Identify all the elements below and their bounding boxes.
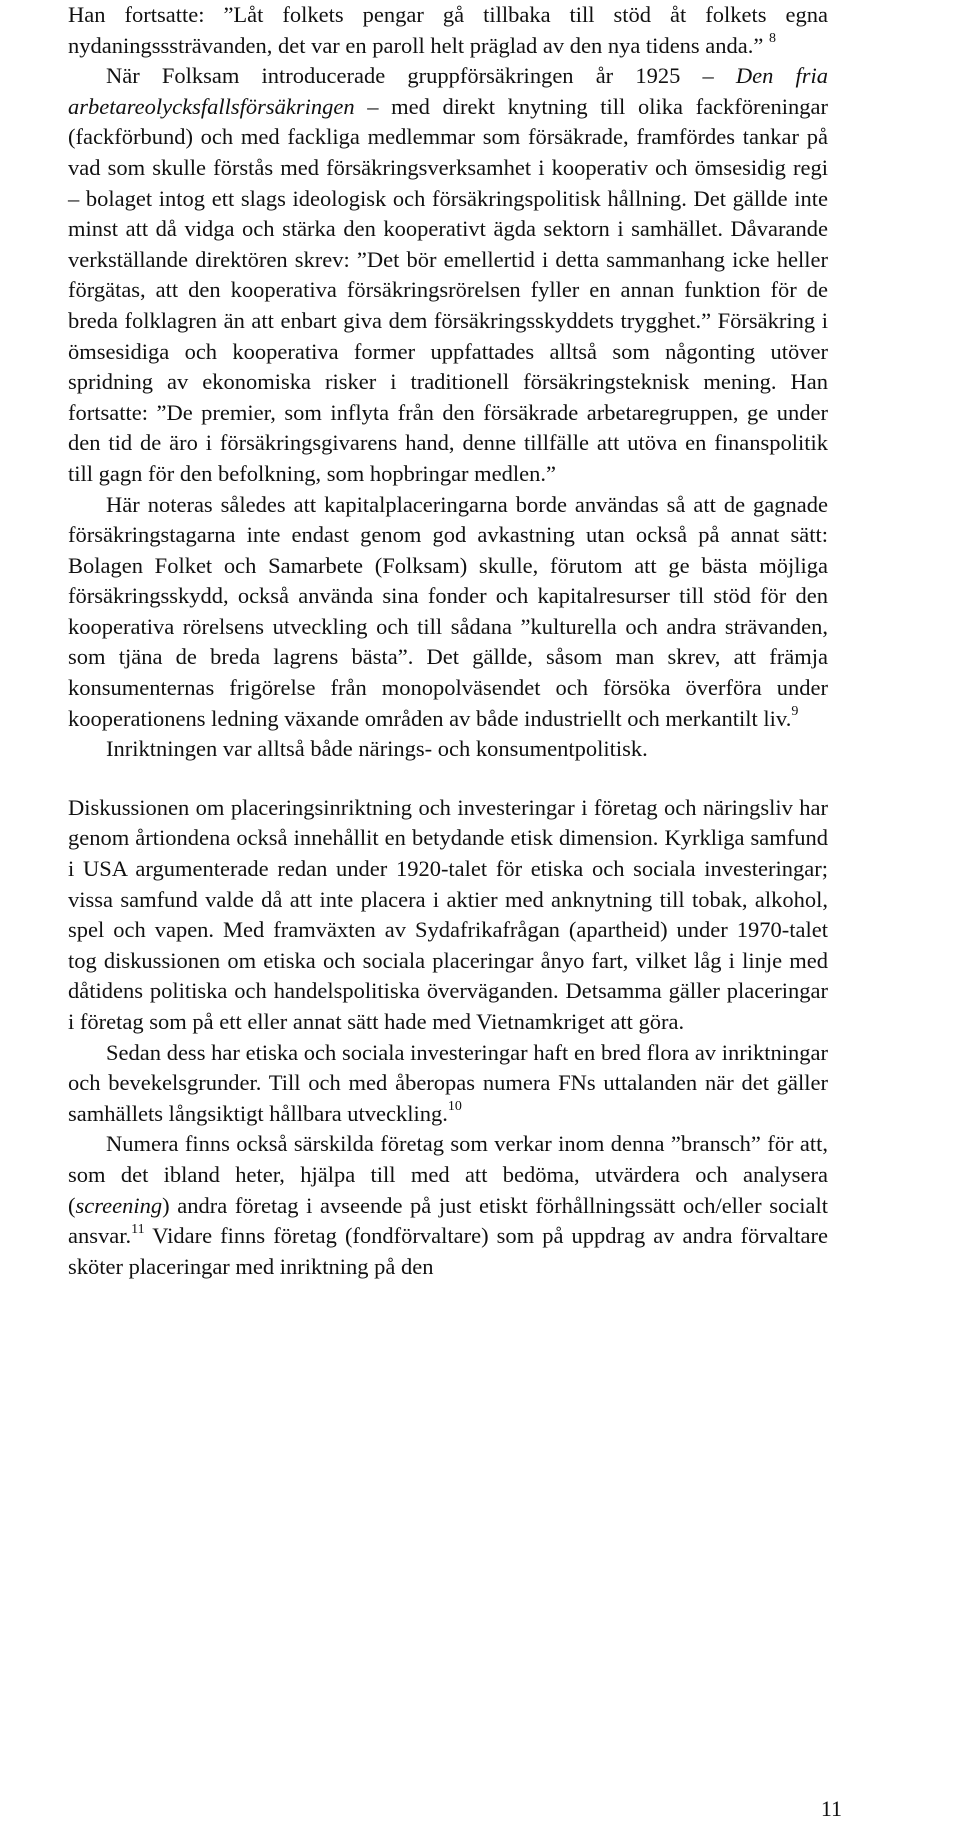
paragraph <box>68 61 828 489</box>
text-run: När Folksam introducerade gruppförsäkringen år 1925 – <box>106 63 736 89</box>
paragraph <box>68 793 828 1038</box>
italic-text: screening <box>75 1192 163 1218</box>
paragraph-gap <box>68 765 828 793</box>
paragraph <box>68 734 828 765</box>
text-run: Han fortsatte: ”Låt folkets pengar gå tillbaka till stöd åt folkets egna nydaningsssträvanden, det var en paroll helt präglad av den nya tidens anda.” <box>68 2 828 58</box>
footnote-ref: 9 <box>791 704 799 720</box>
page-number: 11 <box>820 1796 842 1821</box>
body-text <box>68 0 828 1282</box>
text-run: – med direkt knytning till olika fackföreningar (fackförbund) och med fackliga medlemmar som försäkrade, framfördes tankar på vad som skulle förstås med försäkringsverksamhet i kooperativ och ömsesidig regi – bolaget intog ett slags ideologisk och försäkringspolitisk hållning. Det gällde inte minst att då vidga och stärka den kooperativt ägda sektorn i samhället. Dåvarande verkställande direktören skrev: ”Det bör emellertid i detta sammanhang icke heller förgätas, att den kooperativa försäkringsrörelsen fyller en annan funktion för de breda folklagren än att enbart giva dem försäkringsskyddets trygghet.” Försäkring i ömsesidiga och kooperativa former uppfattades alltså som någonting utöver spridning av ekonomiska risker i traditionell försäkringsteknisk mening. Han fortsatte: ”De premier, som inflyta från den försäkrade arbetaregruppen, ge under den tid de äro i försäkringsgivarens hand, denne tillfälle att utöva en finanspolitik till gagn för den befolkning, som hopbringar medlen.” <box>68 93 828 486</box>
paragraph <box>68 490 828 735</box>
footnote-ref: 10 <box>447 1099 462 1115</box>
text-run: Numera finns också särskilda företag som verkar inom denna ”bransch” för att, som det ibland heter, hjälpa till med att bedöma, utvärdera och analysera ( <box>68 1131 828 1218</box>
text-run: Vidare finns företag (fondförvaltare) som på uppdrag av andra förvaltare sköter placeringar med inriktning på den <box>68 1223 828 1279</box>
paragraph <box>68 1038 828 1130</box>
text-run: ) andra företag i avseende på just etiskt förhållningssätt och/eller socialt ansvar. <box>68 1192 828 1249</box>
text-run: Här noteras således att kapitalplaceringarna borde användas så att de gagnade försäkringstagarna inte endast genom god avkastning utan också på annat sätt: Bolagen Folket och Samarbete (Folksam) skulle, förutom att ge bästa möjliga försäkringsskydd, också använda sina fonder och kapitalresurser till stöd för den kooperativa rörelsens utveckling och till sådana ”kulturella och andra strävanden, som tjäna de breda lagrens bästa”. Det gällde, såsom man skrev, att främja konsumenternas frigörelse från monopolväsendet och försöka överföra under kooperationens ledning växande områden av både industriellt och merkantilt liv. <box>68 491 828 731</box>
paragraph <box>68 0 828 61</box>
paragraph <box>68 1129 828 1282</box>
footnote-ref: 11 <box>131 1221 145 1237</box>
text-run: Inriktningen var alltså både närings- och konsumentpolitisk. <box>106 736 648 762</box>
footnote-ref: 8 <box>769 31 777 47</box>
text-run: Diskussionen om placeringsinriktning och investeringar i företag och näringsliv har genom årtiondena också innehållit en betydande etisk dimension. Kyrkliga samfund i USA argumenterade redan under 1920-talet för etiska och sociala investeringar; vissa samfund valde då att inte placera i aktier med anknytning till tobak, alkohol, spel och vapen. Med framväxten av Sydafrikafrågan (apartheid) under 1970-talet tog diskussionen om etiska och sociala placeringar ånyo fart, vilket låg i linje med dåtidens politiska och handelspolitiska överväganden. Detsamma gäller placeringar i företag som på ett eller annat sätt hade med Vietnamkriget att göra. <box>68 794 828 1034</box>
text-run: Sedan dess har etiska och sociala investeringar haft en bred flora av inriktningar och bevekelsgrunder. Till och med åberopas numera FNs uttalanden när det gäller samhällets långsiktigt hållbara utveckling. <box>68 1039 828 1126</box>
italic-text: Den fria arbetareolycksfallsförsäkringen <box>68 63 828 119</box>
